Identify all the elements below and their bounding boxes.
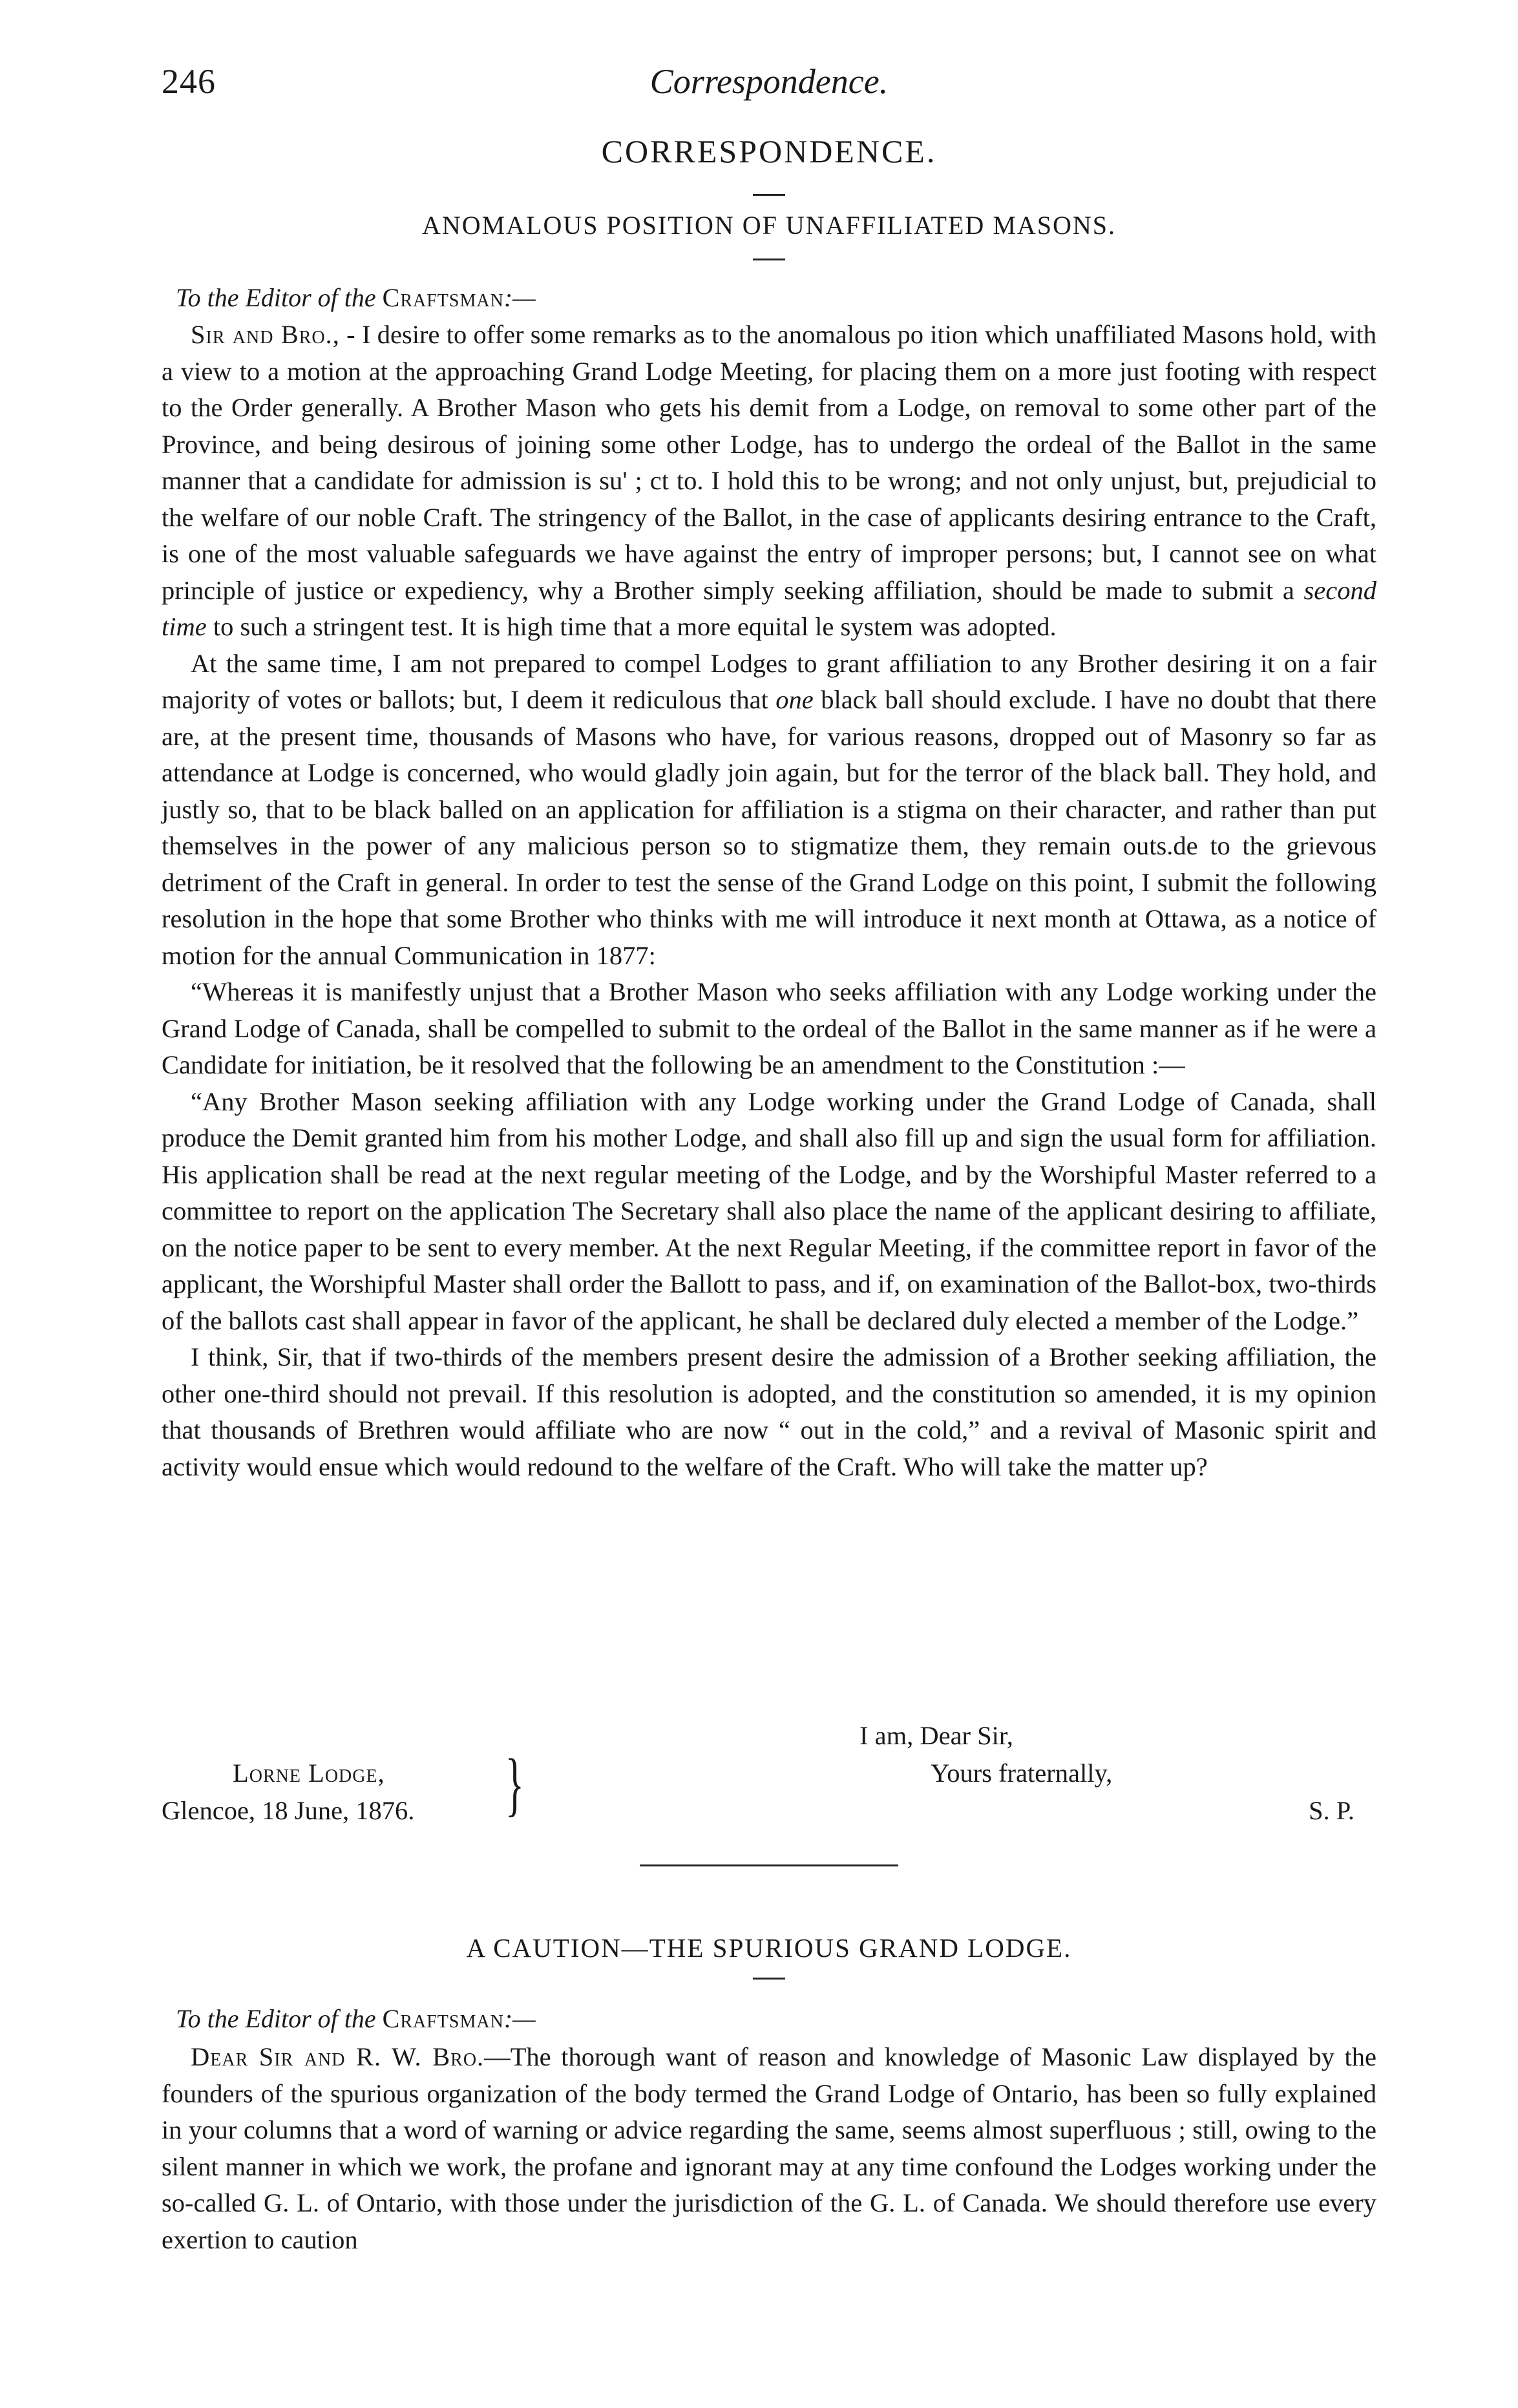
letter2-p1-rest: —The thorough want of reason and knowledge of Masonic Law displayed by the founders of the spurious organization of the body termed the Grand Lodge of Ontario, has been so fully explained in your columns that a word of warning or advice regarding the same, seems almost superfluous ; still, owing to the silent manner in which we work, the profane and ignorant may at any time confound the Lodges working under the so-called G. L. of Ontario, with those under the jurisdiction of the G. L. of Canada. We should therefore use every exertion to caution [162,2042,1376,2254]
letter2-paragraph-1 [162,2039,1376,2258]
place-date: Glencoe, 18 June, 1876. [162,1796,415,1825]
signature-brace: } [505,1744,524,1823]
closing-valediction: Yours fraternally, [931,1758,1113,1788]
letter2-body [162,2039,1376,2258]
letter2-heading: A CAUTION—THE SPURIOUS GRAND LODGE. [466,1933,1072,1963]
heading2-rule [753,1978,785,1980]
divider-rule [640,1864,898,1866]
heading-rule [753,259,785,260]
p1-italic: second time [162,575,1377,641]
letter1-salutation [176,282,536,313]
title-rule [753,194,785,196]
salutation-suffix: :— [503,283,536,312]
letter1-body [162,317,1376,1485]
letter2-greeting: Dear Sir and R. W. Bro. [191,2042,485,2071]
p1-rest: - I desire to offer some remarks as to the anomalous po ition which unaffiliated Masons hold, with a view to a motion at the approaching Grand Lodge Meeting, for placing them on a more just footing with respect to the Order generally. A Brother Mason who gets his demit from a Lodge, on removal to some other part of the Province, and being desirous of joining some other Lodge, has to undergo the ordeal of the Ballot in the same manner that a candidate for admission is su' ; ct to. I hold this to be wrong; and not only unjust, but, prejudicial to the welfare of our noble Craft. The stringency of the Ballot, in the case of applicants desiring entrance to the Craft, is one of the most valuable safeguards we have against the entry of improper persons; but, I cannot see on what principle of justice or expediency, why a Brother simply seeking affiliation, should be made to submit a [162,320,1376,605]
letter2-salutation [176,2003,536,2034]
p1-end: to such a stringent test. It is high time that a more equital le system was adopted. [206,612,1057,641]
page-number: 246 [162,62,216,101]
letter1-heading: ANOMALOUS POSITION OF UNAFFILIATED MASONS. [421,211,1117,240]
running-title: Correspondence. [649,62,889,101]
p2-rest: black ball should exclude. I have no doubt that there are, at the present time, thousands of Masons who have, for various reasons, dropped out of Masonry so far as attendance at Lodge is concerned, who would gladly join again, but for the terror of the black ball. They hold, and justly so, that to be black balled on an application for affiliation is a stigma on their character, and rather than put themselves in the power of any malicious person so to stigmatize them, they remain outs.de to the grievous detriment of the Craft in general. In order to test the sense of the Grand Lodge on this point, I submit the following resolution in the hope that some Brother who thinks with me will introduce it next month at Ottawa, as a notice of motion for the annual Communication in 1877: [162,685,1376,970]
salutation2-prefix: To the Editor of the [176,2004,383,2033]
letter1-greeting: Sir and Bro., [191,320,340,349]
letter1-paragraph-3: “Whereas it is manifestly unjust that a Brother Mason who seeks affiliation with any Lodge working under the Grand Lodge of Canada, shall be compelled to submit to the ordeal of the Ballot in the same manner as if he were a Candidate for initiation, be it resolved that the following be an amendment to the Constitution :— [162,977,1376,1079]
letter1-paragraph-1 [162,317,1376,646]
section-title: CORRESPONDENCE. [601,133,937,169]
signature-initials: S. P. [1309,1796,1355,1825]
page [162,0,1376,2408]
letter1-paragraph-2 [162,646,1376,975]
lodge-name: Lorne Lodge, [233,1758,385,1788]
letter1-paragraph-4: “Any Brother Mason seeking affiliation with any Lodge working under the Grand Lodge of Canada, shall produce the Demit granted him from his mother Lodge, and shall also fill up and sign the usual form for affiliation. His application shall be read at the next regular meeting of the Lodge, and by the Worshipful Master referred to a committee to report on the application The Secretary shall also place the name of the applicant desiring to affiliate, on the notice paper to be sent to every member. At the next Regular Meeting, if the committee report in favor of the applicant, the Worshipful Master shall order the Ballott to pass, and if, on examination of the Ballot-box, two-thirds of the ballots cast shall appear in favor of the applicant, he shall be declared duly elected a member of the Lodge.” [162,1086,1376,1335]
p2-italic: one [775,685,814,714]
p2-start: At the same time, I am not prepared to compel Lodges to grant affiliation to any Brother desiring it on a fair majority of votes or ballots; but, I deem it rediculous that [162,648,1376,714]
closing-greeting: I am, Dear Sir, [859,1721,1013,1750]
running-head [162,61,1376,113]
salutation-prefix: To the Editor of the [176,283,383,312]
salutation2-suffix: :— [503,2004,536,2033]
salutation2-journal: Craftsman [382,2004,504,2033]
letter1-paragraph-5: I think, Sir, that if two-thirds of the members present desire the admission of a Brother seeking affiliation, the other one-third should not prevail. If this resolution is adopted, and the constitution so amended, it is my opinion that thousands of Brethren would affiliate who are now “ out in the cold,” and a revival of Masonic spirit and activity would ensue which would redound to the welfare of the Craft. Who will take the matter up? [162,1342,1376,1481]
salutation-journal: Craftsman [382,283,504,312]
